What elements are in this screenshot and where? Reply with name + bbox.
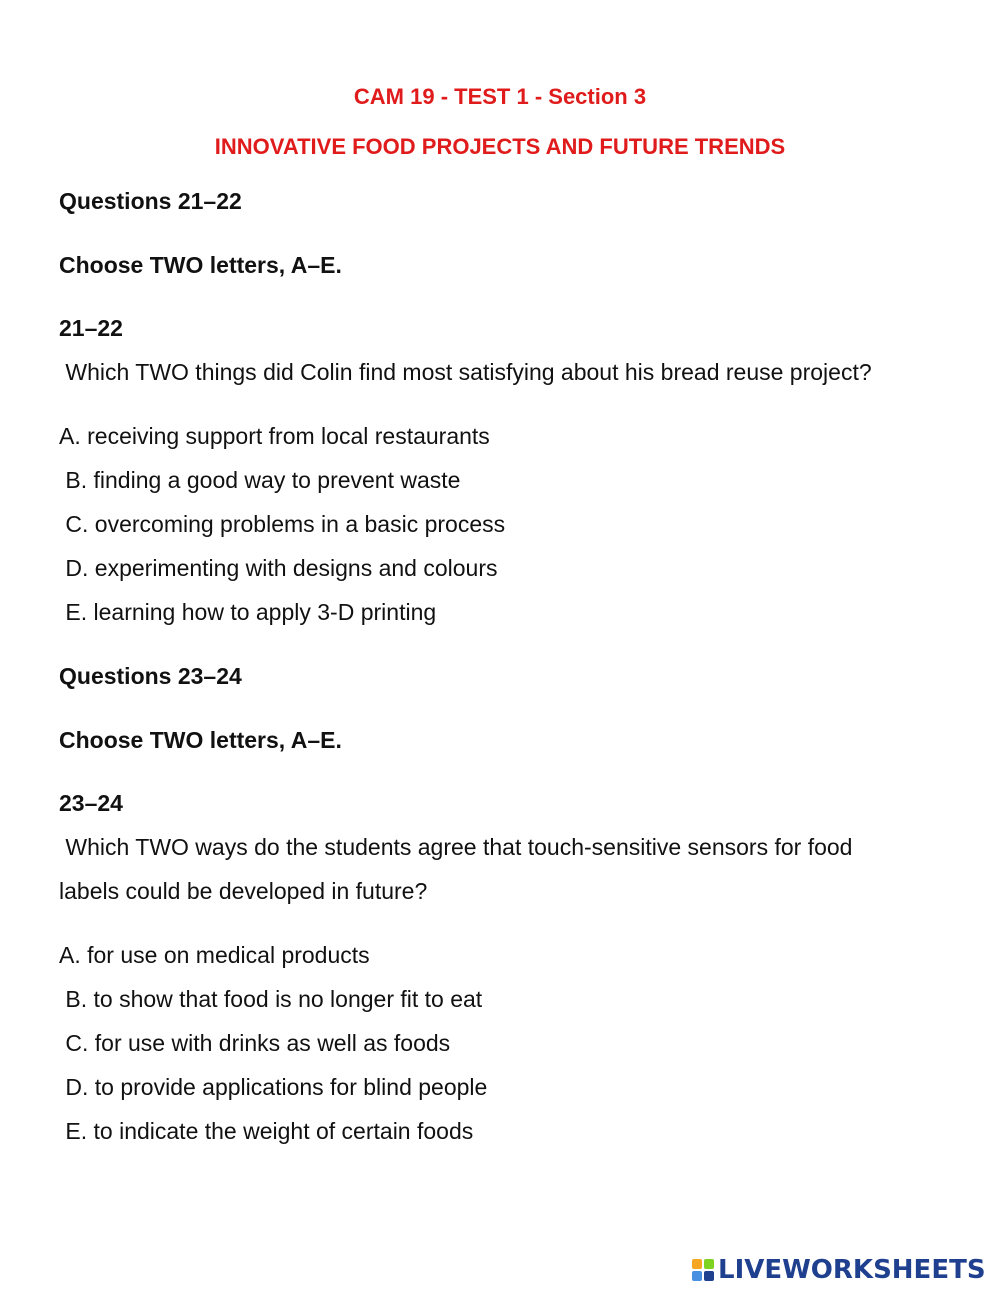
logo-square	[692, 1271, 702, 1281]
question-text: Which TWO ways do the students agree that touch-sensitive sensors for food	[59, 834, 853, 860]
option-b: B. to show that food is no longer fit to eat	[59, 986, 483, 1012]
question-text: Which TWO things did Colin find most satisfying about his bread reuse project?	[59, 359, 872, 385]
questions-heading: Questions 21–22	[59, 188, 242, 214]
page-title: CAM 19 - TEST 1 - Section 3	[353, 84, 647, 109]
logo-text: LIVEWORKSHEETS	[718, 1255, 986, 1285]
option-c: C. overcoming problems in a basic process	[59, 511, 506, 537]
logo-square	[692, 1259, 702, 1269]
question-number: 23–24	[59, 790, 123, 816]
option-d: D. experimenting with designs and colours	[59, 555, 498, 581]
option-a: A. receiving support from local restaurants	[59, 423, 490, 449]
logo-square	[704, 1271, 714, 1281]
option-e: E. to indicate the weight of certain foods	[59, 1118, 474, 1144]
logo-square	[704, 1259, 714, 1269]
option-d: D. to provide applications for blind people	[59, 1074, 488, 1100]
instruction-text: Choose TWO letters, A–E.	[59, 727, 342, 753]
option-b: B. finding a good way to prevent waste	[59, 467, 461, 493]
question-number: 21–22	[59, 315, 123, 341]
questions-heading: Questions 23–24	[59, 663, 242, 689]
question-text-continued: labels could be developed in future?	[59, 878, 428, 904]
instruction-text: Choose TWO letters, A–E.	[59, 252, 342, 278]
option-a: A. for use on medical products	[59, 942, 370, 968]
page-subtitle: INNOVATIVE FOOD PROJECTS AND FUTURE TRENDS	[214, 134, 786, 159]
liveworksheets-logo	[692, 1255, 986, 1285]
option-e: E. learning how to apply 3-D printing	[59, 599, 437, 625]
option-c: C. for use with drinks as well as foods	[59, 1030, 451, 1056]
liveworksheets-logo-icon	[692, 1259, 714, 1281]
